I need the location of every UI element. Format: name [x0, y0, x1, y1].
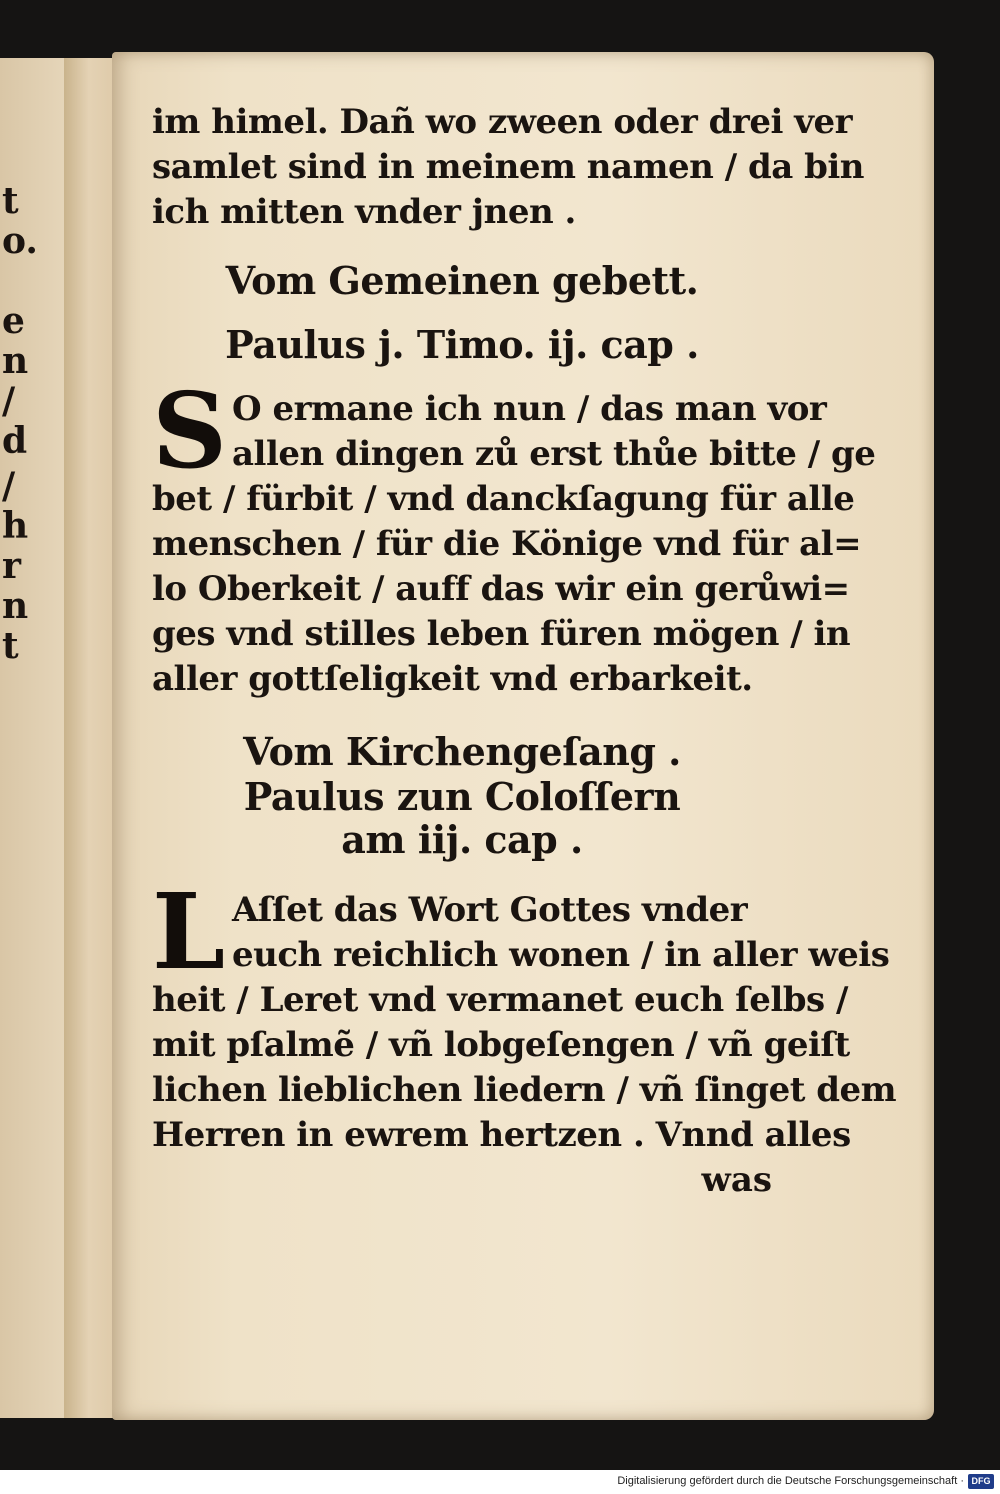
- drop-capital: S: [152, 369, 228, 492]
- left-fragment: e: [2, 300, 25, 342]
- left-fragment: /: [2, 380, 16, 422]
- left-fragment: t: [2, 180, 19, 222]
- section-heading: Vom Kirchengeſang .: [243, 729, 681, 774]
- left-fragment: t: [2, 625, 19, 667]
- left-fragment: d: [2, 420, 28, 462]
- text-line: ich mitten vnder jnen .: [152, 192, 576, 232]
- text-line: im himel. Dañ wo zween oder drei ver: [152, 102, 853, 142]
- left-fragment: n: [2, 585, 29, 627]
- left-fragment: /: [2, 465, 16, 507]
- text-line: O ermane ich nun / das man vor: [232, 389, 827, 429]
- paragraph: [152, 369, 876, 702]
- left-fragment: o.: [2, 220, 38, 262]
- footer-bar: [0, 1470, 1000, 1494]
- page-text: [152, 100, 897, 1203]
- text-line: samlet sind in meinem namen / da bin: [152, 147, 865, 187]
- text-line: menschen / für die Könige vnd für al=: [152, 524, 862, 564]
- left-fragment: r: [2, 545, 21, 587]
- section-heading: Vom Gemeinen gebett.: [225, 258, 699, 303]
- dfg-logo[interactable]: DFG: [968, 1474, 994, 1489]
- text-line: lichen lieblichen liedern / vñ ſinget dem: [152, 1070, 897, 1110]
- text-line: heit / Leret vnd vermanet euch ſelbs /: [152, 980, 848, 1020]
- footer-credit: Digitalisierung gefördert durch die Deutsche Forschungsgemeinschaft ·: [617, 1475, 964, 1487]
- text-line: bet / fürbit / vnd danckſagung für alle: [152, 479, 855, 519]
- catchword: was: [701, 1160, 772, 1200]
- drop-capital: L: [152, 870, 226, 993]
- section-subheading: Paulus j. Timo. ij. cap .: [225, 322, 699, 367]
- text-line: Aſſet das Wort Gottes vnder: [232, 890, 748, 930]
- text-line: aller gottſeligkeit vnd erbarkeit.: [152, 659, 753, 699]
- text-line: Herren in ewrem hertzen . Vnnd alles: [152, 1115, 851, 1155]
- text-line: euch reichlich wonen / in aller weis: [232, 935, 890, 975]
- left-fragment: n: [2, 340, 29, 382]
- left-fragment: h: [2, 505, 29, 547]
- text-line: lo Oberkeit / auff das wir ein gerůwi=: [152, 569, 850, 609]
- text-line: mit pſalmẽ / vñ lobgeſengen / vñ geiſt: [152, 1025, 850, 1065]
- section-subheading: Paulus zun Coloſſern: [243, 774, 681, 819]
- text-line: allen dingen zů erst thůe bitte / ge: [232, 434, 876, 474]
- text-line: ges vnd stilles leben füren mögen / in: [152, 614, 851, 654]
- paragraph: [152, 870, 897, 1158]
- section-subheading: am iij. cap .: [341, 817, 583, 862]
